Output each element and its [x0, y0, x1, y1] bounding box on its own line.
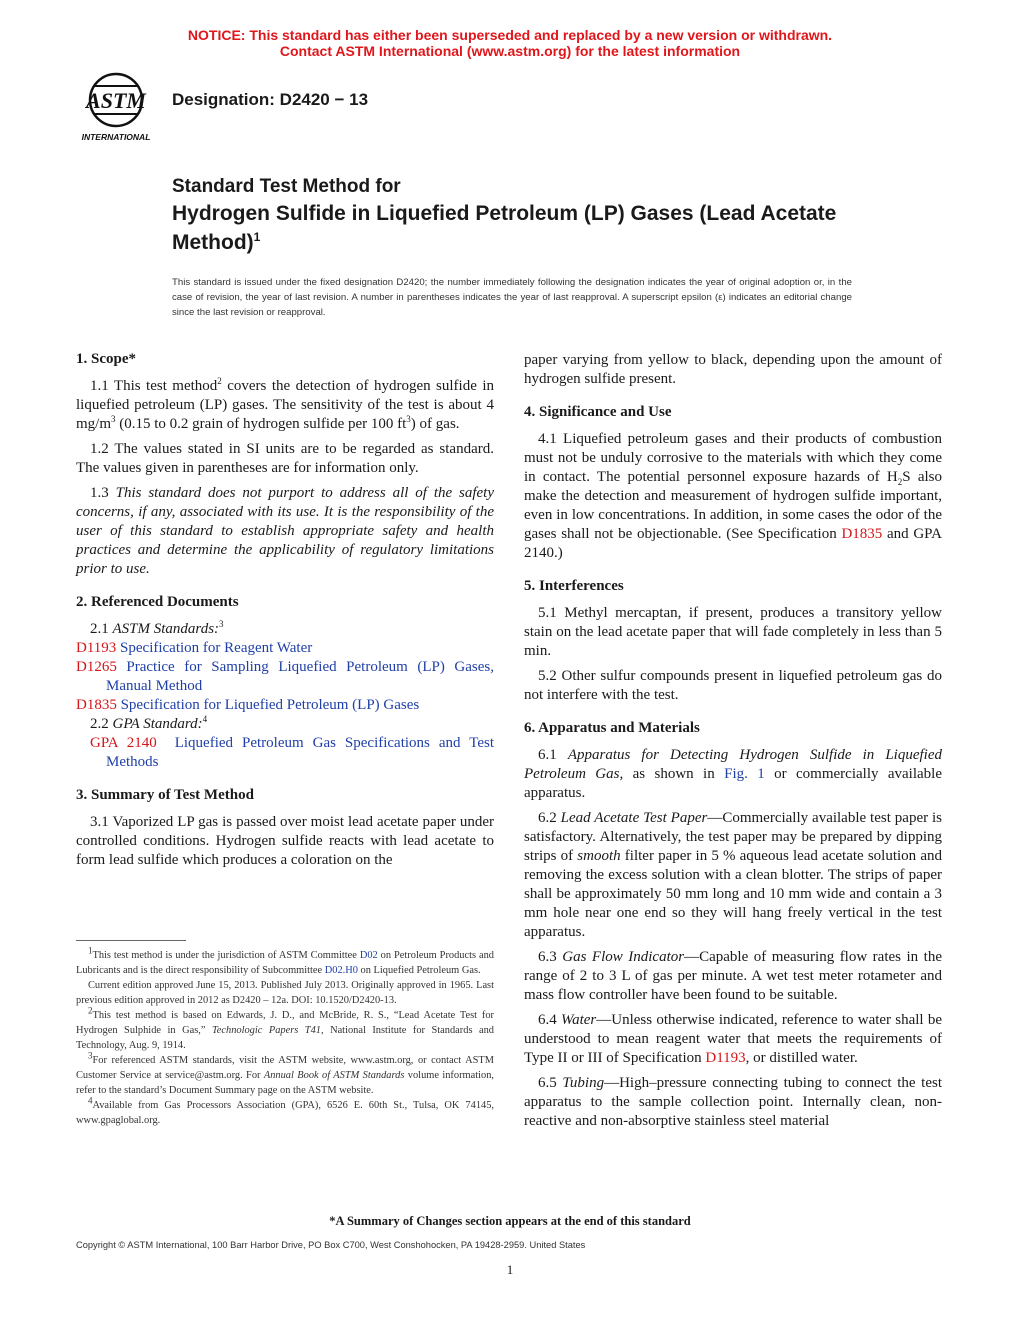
- para-3-1-continued: paper varying from yellow to black, depending upon the amount of hydrogen sulfide present.: [524, 352, 942, 387]
- footnote-edition: Current edition approved June 15, 2013. Published July 2013. Originally approved in 1965. Last previous edition approved in 2012 as D2420 – 12a. DOI: 10.1520/D2420-13.: [76, 980, 494, 1006]
- preamble: This standard is issued under the fixed designation D2420; the number immediately following the designation indicates the year of original adoption or, in the case of revision, the year of last revision. A number in parentheses indicates the year of last reapproval. A superscript epsilon (ε) indicates an editorial change since the last revision or reapproval.: [172, 277, 852, 318]
- section-1-heading: 1. Scope*: [76, 351, 136, 367]
- title-line-1: Standard Test Method for: [172, 176, 401, 197]
- left-column: [76, 350, 494, 870]
- section-4-heading: 4. Significance and Use: [524, 404, 672, 420]
- section-6-heading: 6. Apparatus and Materials: [524, 720, 700, 736]
- section-5-heading: 5. Interferences: [524, 578, 624, 594]
- ref-gpa-2140[interactable]: GPA 2140 Liquefied Petroleum Gas Specifications and Test Methods: [90, 735, 494, 770]
- para-2-1: 2.1 ASTM Standards:$^3$: [90, 619, 224, 637]
- ref-d1835-inline[interactable]: D1835: [841, 526, 883, 542]
- para-3-1: 3.1 Vaporized LP gas is passed over moist lead acetate paper under controlled conditions. Hydrogen sulfide reacts with lead acetate to form lead sulfide which produces a coloration on the: [76, 814, 494, 868]
- ref-d1835[interactable]: D1835 Specification for Liquefied Petroleum (LP) Gases: [76, 697, 420, 713]
- fig-1-link[interactable]: Fig. 1: [724, 766, 765, 782]
- ref-d1265[interactable]: D1265 Practice for Sampling Liquefied Petroleum (LP) Gases, Manual Method: [76, 659, 494, 694]
- para-6-3: 6.3 Gas Flow Indicator—Capable of measuring flow rates in the range of 2 to 3 L of gas per minute. A wet test meter rotameter and mass flow controller have been found to be suitable.: [524, 949, 942, 1003]
- para-1-2: 1.2 The values stated in SI units are to be regarded as standard. The values given in parentheses are for information only.: [76, 441, 494, 476]
- page-number: 1: [506, 1262, 514, 1277]
- para-5-1: 5.1 Methyl mercaptan, if present, produces a transitory yellow stain on the lead acetate paper that will fade completely in less than 5 min.: [524, 605, 942, 659]
- designation: Designation: D2420 − 13: [172, 90, 369, 109]
- section-2-heading: 2. Referenced Documents: [76, 594, 239, 610]
- svg-text:ASTM: ASTM: [86, 88, 146, 113]
- footnote-3: $^3$For referenced ASTM standards, visit the ASTM website, www.astm.org, or contact ASTM Customer Service at service@astm.org. For Annual Book of ASTM Standards volume information, refer to the standard’s Document Summary page on the ASTM website.: [76, 1050, 494, 1096]
- para-1-3: 1.3 This standard does not purport to address all of the safety concerns, if any, associated with its use. It is the responsibility of the user of this standard to establish appropriate safety and health practices and determine the applicability of regulatory limitations prior to use.: [76, 485, 495, 577]
- para-6-1: 6.1 Apparatus for Detecting Hydrogen Sulfide in Liquefied Petroleum Gas, as shown in Fig. 1 or commercially available apparatus.: [524, 747, 943, 801]
- para-1-1: 1.1 This test method$^2$ covers the detection of hydrogen sulfide in liquefied petroleum (LP) gases. The sensitivity of the test is about 4 $mg/m^3$ (0.15 to 0.2 grain of hydrogen sulfide per 100 $ft^3$) of gas.: [76, 376, 494, 432]
- notice-line-1: NOTICE: This standard has either been superseded and replaced by a new version or withdrawn.: [187, 27, 833, 43]
- astm-logo-icon: [72, 72, 160, 144]
- title-line-2: Hydrogen Sulfide in Liquefied Petroleum (LP) Gases (Lead Acetate Method)$^1$: [172, 202, 837, 254]
- para-2-2: 2.2 GPA Standard:$^4$: [90, 714, 208, 732]
- para-6-2: 6.2 Lead Acetate Test Paper—Commercially available test paper is satisfactory. Alternatively, the test paper may be prepared by dipping strips of smooth filter paper in 5 % aqueous lead acetate solution and removing the excess solution with a clean blotter. The strips of paper shall be approximately 50 mm long and 10 mm wide and contain a 3 mm hole near one end so they will hang freely vertical in the test apparatus.: [524, 810, 942, 940]
- svg-text:INTERNATIONAL: INTERNATIONAL: [81, 132, 151, 142]
- notice-line-2: Contact ASTM International (www.astm.org) for the latest information: [279, 43, 741, 59]
- ref-d1193[interactable]: D1193 Specification for Reagent Water: [76, 640, 313, 656]
- footnote-rule: [76, 940, 186, 941]
- para-6-4: 6.4 Water—Unless otherwise indicated, reference to water shall be understood to mean reagent water that meets the requirements of Type II or III of Specification D1193, or distilled water.: [524, 1012, 942, 1066]
- para-5-2: 5.2 Other sulfur compounds present in liquefied petroleum gas do not interfere with the test.: [524, 668, 942, 703]
- para-6-5: 6.5 Tubing—High–pressure connecting tubing to connect the test apparatus to the sample collection point. Internally clean, non-reactive and non-absorptive stainless steel material: [524, 1075, 942, 1129]
- para-4-1: 4.1 Liquefied petroleum gases and their products of combustion must not be unduly corrosive to the materials with which they come in contact. The potential personnel exposure hazards of $H_2S$ also make the detection and measurement of hydrogen sulfide important, even in low concentrations. In addition, in some cases the odor of the gases shall not be objectionable. (See Specification D1835 and GPA 2140.): [524, 431, 942, 561]
- footnote-4: $^4$Available from Gas Processors Association (GPA), 6526 E. 60th St., Tulsa, OK 74145, www.gpaglobal.org.: [76, 1095, 494, 1126]
- footnote-2: $^2$This test method is based on Edwards, J. D., and McBride, R. S., “Lead Acetate Test for Hydrogen Sulphide in Gas,” Technologic Papers T41, National Institute for Standards and Technology, Aug. 9, 1914.: [76, 1005, 494, 1051]
- right-column: [524, 351, 942, 1131]
- summary-of-changes-note: *A Summary of Changes section appears at the end of this standard: [329, 1214, 691, 1228]
- copyright: Copyright © ASTM International, 100 Barr Harbor Drive, PO Box C700, West Conshohocken, PA 19428-2959. United States: [76, 1240, 586, 1250]
- section-3-heading: 3. Summary of Test Method: [76, 787, 254, 803]
- ref-d1193-inline[interactable]: D1193: [705, 1050, 746, 1066]
- footnote-1: $^1$This test method is under the jurisdiction of ASTM Committee D02 on Petroleum Products and Lubricants and is the direct responsibility of Subcommittee D02.H0 on Liquefied Petroleum Gas.: [76, 945, 494, 976]
- footnotes: [76, 945, 494, 1128]
